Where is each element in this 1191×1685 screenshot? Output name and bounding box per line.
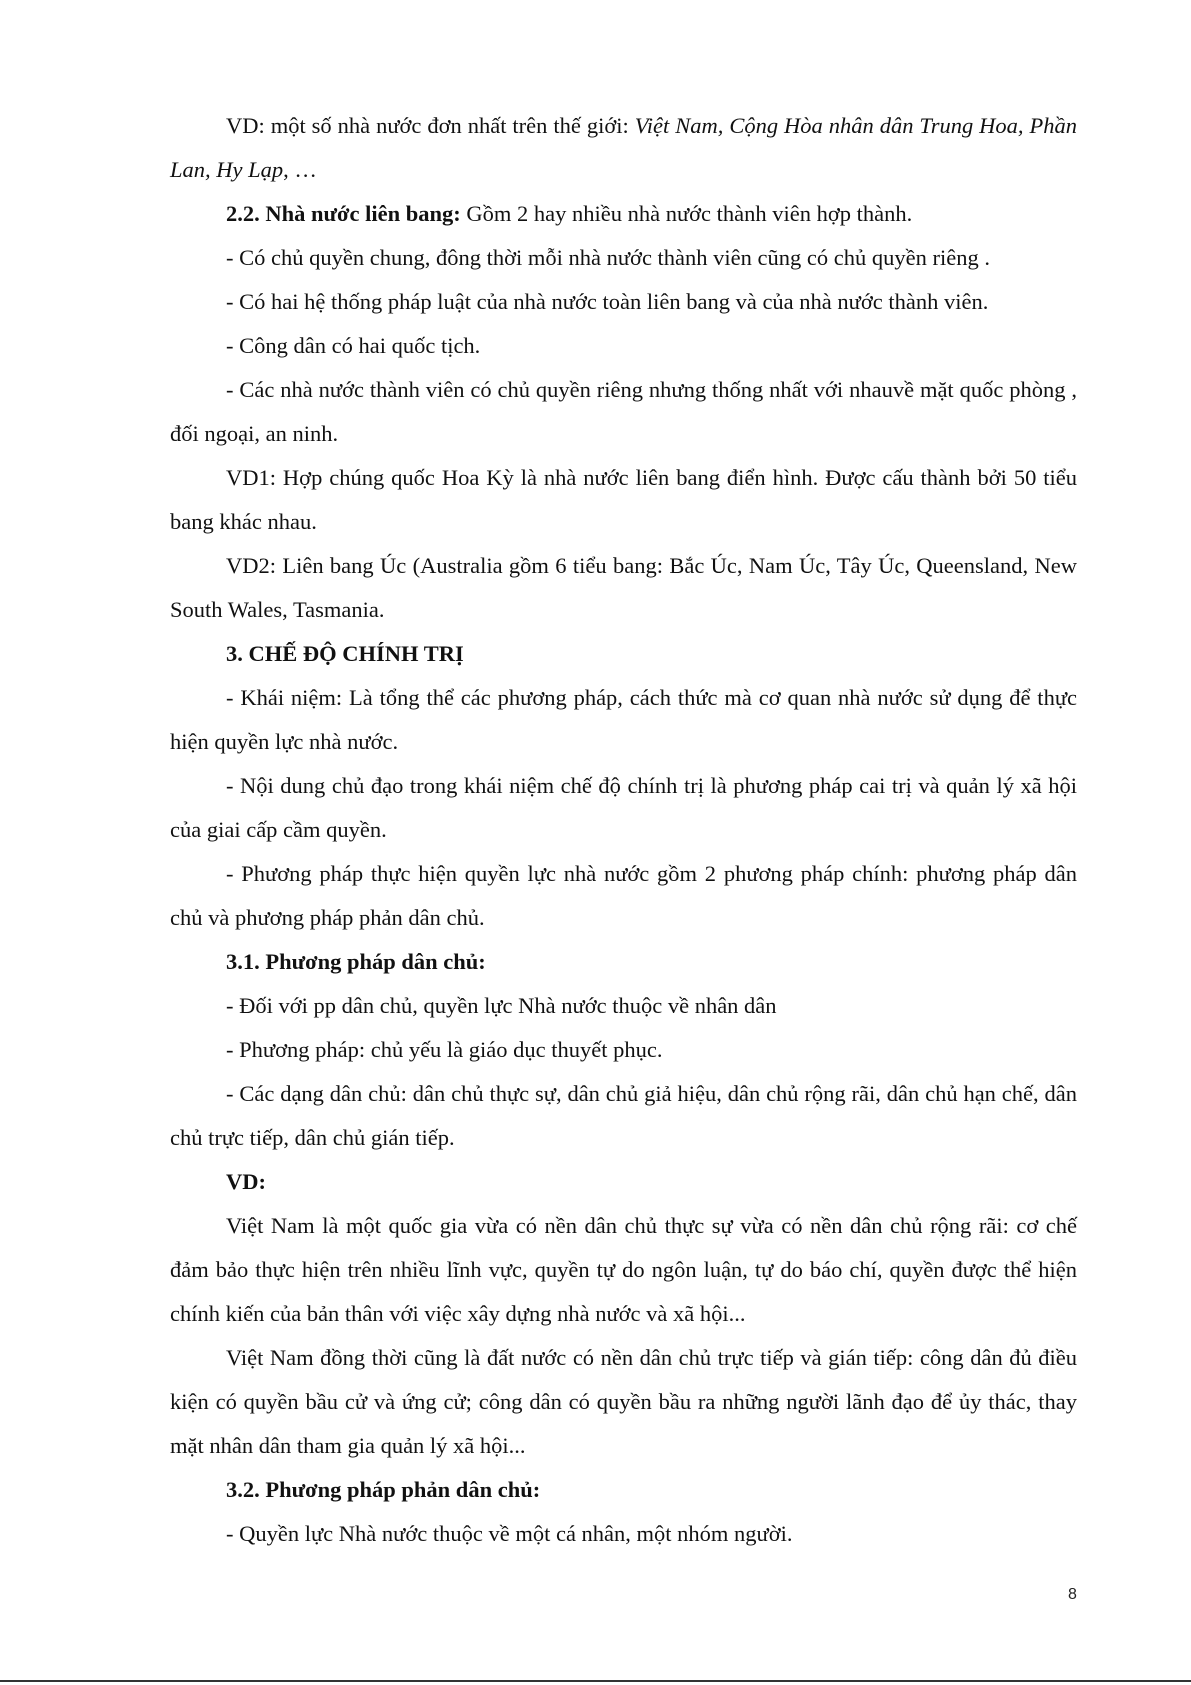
paragraph: - Phương pháp thực hiện quyền lực nhà nước gồm 2 phương pháp chính: phương pháp dân chủ và phương pháp phản dân chủ.	[170, 861, 1077, 930]
page-number: 8	[1068, 1586, 1077, 1603]
document-body	[170, 104, 1077, 1556]
example-unitary-states: VD: một số nhà nước đơn nhất trên thế giới: Việt Nam, Cộng Hòa nhân dân Trung Hoa, Phần Lan, Hy Lạp, …	[170, 113, 1077, 182]
section-heading-2-2: 2.2. Nhà nước liên bang:	[226, 201, 461, 226]
paragraph: Việt Nam đồng thời cũng là đất nước có nền dân chủ trực tiếp và gián tiếp: công dân đủ điều kiện có quyền bầu cử và ứng cử; công dân có quyền bầu ra những người lãnh đạo để ủy thác, thay mặt nhân dân tham gia quản lý xã hội...	[170, 1345, 1077, 1458]
section-heading-3-2: 3.2. Phương pháp phản dân chủ:	[226, 1477, 541, 1502]
paragraph: - Có hai hệ thống pháp luật của nhà nước toàn liên bang và của nhà nước thành viên.	[226, 289, 989, 314]
paragraph: - Nội dung chủ đạo trong khái niệm chế độ chính trị là phương pháp cai trị và quản lý xã hội của giai cấp cầm quyền.	[170, 773, 1077, 842]
paragraph: - Đối với pp dân chủ, quyền lực Nhà nước thuộc về nhân dân	[226, 993, 777, 1018]
paragraph: - Quyền lực Nhà nước thuộc về một cá nhân, một nhóm người.	[226, 1521, 793, 1546]
page-bottom-rule	[0, 1680, 1191, 1682]
paragraph: - Có chủ quyền chung, đông thời mỗi nhà nước thành viên cũng có chủ quyền riêng .	[226, 245, 990, 270]
paragraph: VD2: Liên bang Úc (Australia gồm 6 tiểu bang: Bắc Úc, Nam Úc, Tây Úc, Queensland, New South Wales, Tasmania.	[170, 553, 1077, 622]
paragraph: Việt Nam là một quốc gia vừa có nền dân chủ thực sự vừa có nền dân chủ rộng rãi: cơ chế đảm bảo thực hiện trên nhiều lĩnh vực, quyền tự do ngôn luận, tự do báo chí, quyền được thể hiện chính kiến của bản thân với việc xây dựng nhà nước và xã hội...	[170, 1213, 1077, 1326]
paragraph: - Các nhà nước thành viên có chủ quyền riêng nhưng thống nhất với nhauvề mặt quốc phòng , đối ngoại, an ninh.	[170, 377, 1077, 446]
paragraph: - Công dân có hai quốc tịch.	[226, 333, 481, 358]
example-countries: Việt Nam, Cộng Hòa nhân dân Trung Hoa, Phần Lan, Hy Lạp	[170, 113, 1077, 182]
paragraph: VD1: Hợp chúng quốc Hoa Kỳ là nhà nước liên bang điển hình. Được cấu thành bởi 50 tiểu bang khác nhau.	[170, 465, 1077, 534]
example-heading: VD:	[226, 1169, 266, 1194]
paragraph: - Phương pháp: chủ yếu là giáo dục thuyết phục.	[226, 1037, 663, 1062]
paragraph: - Các dạng dân chủ: dân chủ thực sự, dân chủ giả hiệu, dân chủ rộng rãi, dân chủ hạn chế, dân chủ trực tiếp, dân chủ gián tiếp.	[170, 1081, 1077, 1150]
section-federal-state: 2.2. Nhà nước liên bang: Gồm 2 hay nhiều nhà nước thành viên hợp thành.	[226, 201, 913, 226]
paragraph: - Khái niệm: Là tổng thể các phương pháp, cách thức mà cơ quan nhà nước sử dụng để thực hiện quyền lực nhà nước.	[170, 685, 1077, 754]
section-heading-3: 3. CHẾ ĐỘ CHÍNH TRỊ	[226, 641, 464, 666]
section-heading-3-1: 3.1. Phương pháp dân chủ:	[226, 949, 486, 974]
